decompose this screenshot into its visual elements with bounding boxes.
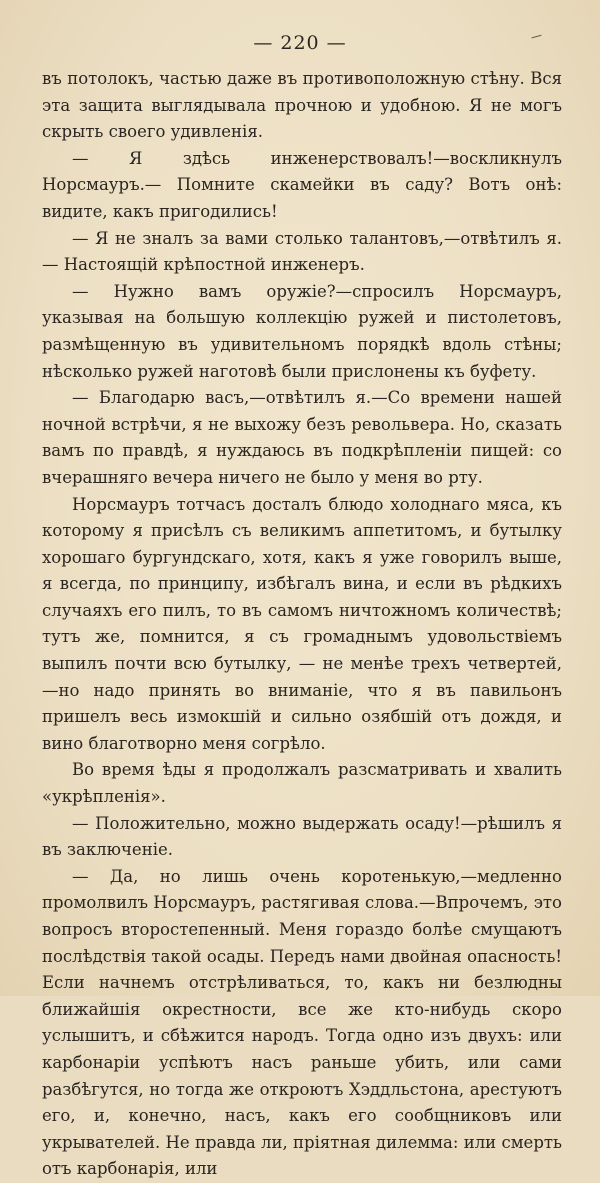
page-number: — 220 — bbox=[253, 32, 347, 54]
paragraph-7: Во время ѣды я продолжалъ разсматривать и хвалить «укрѣпленія». bbox=[42, 760, 562, 807]
paragraph-5: — Благодарю васъ,—отвѣтилъ я.—Со времени нашей ночной встрѣчи, я не выхожу безъ револьвера. Но, сказать вамъ по правдѣ, я нуждаюсь въ подкрѣпленіи пищей: со вчерашняго вечера ничего не было у меня во рту. bbox=[42, 388, 562, 487]
paragraph-3: — Я не зналъ за вами столько талантовъ,—отвѣтилъ я.— Настоящій крѣпостной инженеръ. bbox=[42, 228, 562, 275]
paragraph-6: Норсмауръ тотчасъ досталъ блюдо холоднаго мяса, къ которому я присѣлъ съ великимъ аппетитомъ, и бутылку хорошаго бургундскаго, хотя, какъ я уже говорилъ выше, я всегда, по принципу, избѣгалъ вина, и если въ рѣдкихъ случаяхъ его пилъ, то въ самомъ ничтожномъ количествѣ; тутъ же, помнится, я съ громаднымъ удовольствіемъ выпилъ почти всю бутылку, — не менѣе трехъ четвертей,—но надо принять во вниманіе, что я въ павильонъ пришелъ весь измокшій и сильно озябшій отъ дождя, и вино благотворно меня согрѣло. bbox=[42, 494, 562, 753]
paragraph-4: — Нужно вамъ оружіе?—спросилъ Норсмауръ, указывая на большую коллекцію ружей и пистолетовъ, размѣщенную въ удивительномъ порядкѣ вдоль стѣны; нѣсколько ружей наготовѣ были прислонены къ буфету. bbox=[42, 281, 562, 381]
paragraph-2: — Я здѣсь инженерствовалъ!—воскликнулъ Норсмауръ.— Помните скамейки въ саду? Вотъ онѣ: видите, какъ пригодились! bbox=[42, 148, 562, 221]
paragraph-9: — Да, но лишь очень коротенькую,—медленно промолвилъ Норсмауръ, растягивая слова.—Впрочемъ, это вопросъ второстепенный. Меня гораздо болѣе смущаютъ послѣдствія такой осады. Передъ нами двойная опасность! Если начнемъ отстрѣливаться, то, какъ ни безлюдны ближайшія окрестности, все же кто-нибудь скоро услышитъ, и сбѣжится народъ. Тогда одно изъ двухъ: или карбонаріи успѣютъ насъ раньше убить, или сами разбѣгутся, но тогда же откроютъ Хэддльстона, арестуютъ его, и, конечно, насъ, какъ его сообщниковъ или укрывателей. Не правда ли, пріятная дилемма: или смерть отъ карбонарія, или bbox=[42, 866, 562, 1179]
paragraph-1: въ потолокъ, частью даже въ противоположную стѣну. Вся эта защита выглядывала прочною и удобною. Я не могъ скрыть своего удивленія. bbox=[42, 69, 562, 142]
body-text bbox=[42, 66, 562, 1183]
paragraph-8: — Положительно, можно выдержать осаду!—рѣшилъ я въ заключеніе. bbox=[42, 813, 562, 860]
